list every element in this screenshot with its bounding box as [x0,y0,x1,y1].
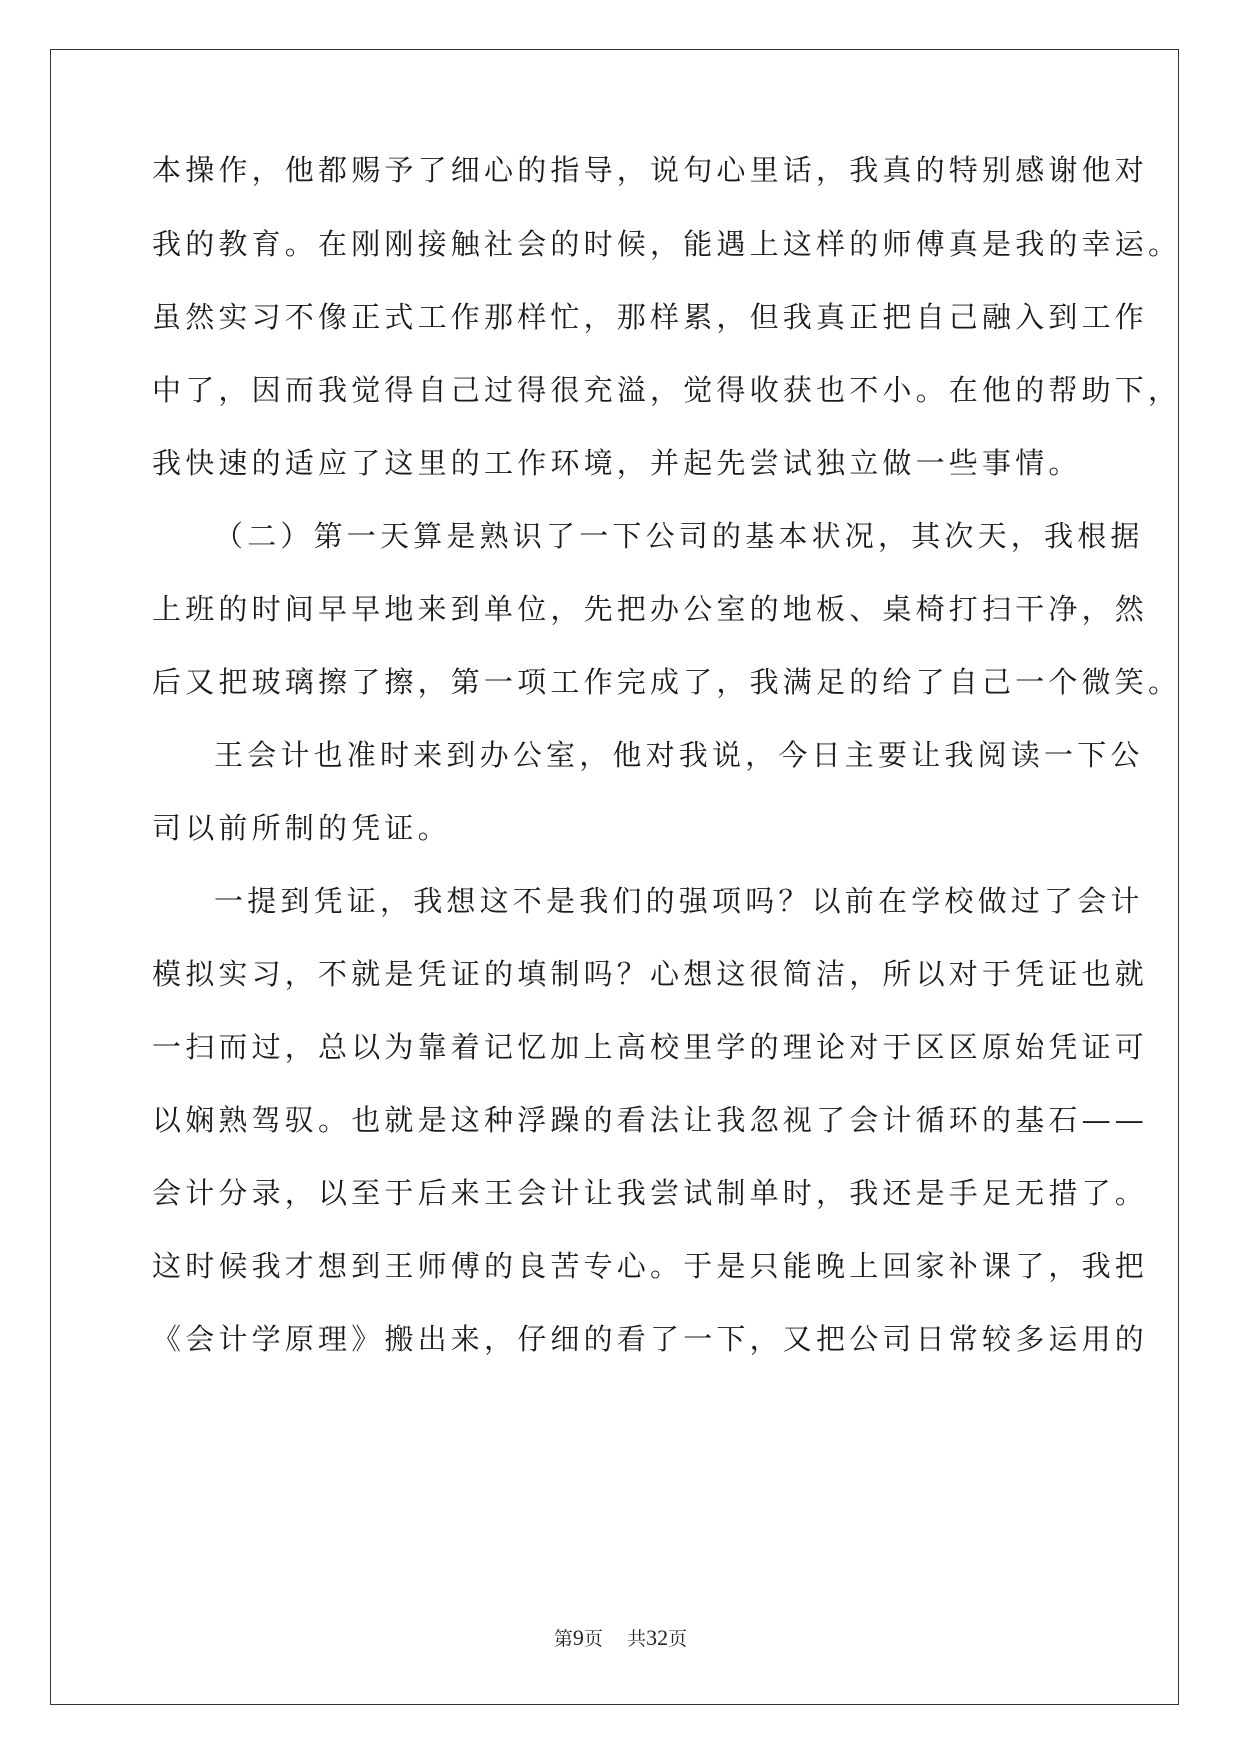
paragraph-start-line: 一提到凭证，我想这不是我们的强项吗？以前在学校做过了会计 [214,884,1144,918]
text-line: 以娴熟驾驭。也就是这种浮躁的看法让我忽视了会计循环的基石—— [152,1103,1149,1137]
text-line: 虽然实习不像正式工作那样忙，那样累，但我真正把自己融入到工作 [152,300,1149,334]
text-line: 这时候我才想到王师傅的良苦专心。于是只能晚上回家补课了，我把 [152,1249,1149,1283]
text-line: 一扫而过，总以为靠着记忆加上高校里学的理论对于区区原始凭证可 [152,1030,1149,1064]
page-label-prefix: 第 [553,1628,573,1650]
paragraph-start-line: （二）第一天算是熟识了一下公司的基本状况，其次天，我根据 [214,519,1144,553]
total-pages: 32 [646,1625,669,1650]
text-line: 上班的时间早早地来到单位，先把办公室的地板、桌椅打扫干净，然 [152,592,1149,626]
text-line: 中了，因而我觉得自己过得很充溢，觉得收获也不小。在他的帮助下， [152,373,1182,407]
page-footer [0,1625,1241,1652]
page-number: 9 [572,1625,584,1650]
text-line: 本操作，他都赐予了细心的指导，说句心里话，我真的特别感谢他对 [152,153,1149,187]
total-label-prefix: 共 [627,1628,647,1650]
text-line: 后又把玻璃擦了擦，第一项工作完成了，我满足的给了自己一个微笑。 [152,665,1182,699]
text-line: 我的教育。在刚刚接触社会的时候，能遇上这样的师傅真是我的幸运。 [152,227,1182,261]
page-label-suffix: 页 [583,1628,603,1650]
paragraph-start-line: 王会计也准时来到办公室，他对我说，今日主要让我阅读一下公 [214,738,1144,772]
total-label-suffix: 页 [668,1628,688,1650]
text-line: 《会计学原理》搬出来，仔细的看了一下，又把公司日常较多运用的 [152,1322,1149,1356]
text-line: 我快速的适应了这里的工作环境，并起先尝试独立做一些事情。 [152,446,1082,480]
text-line: 司以前所制的凭证。 [152,811,451,845]
text-line: 会计分录，以至于后来王会计让我尝试制单时，我还是手足无措了。 [152,1176,1149,1210]
text-line: 模拟实习，不就是凭证的填制吗？心想这很简洁，所以对于凭证也就 [152,957,1149,991]
